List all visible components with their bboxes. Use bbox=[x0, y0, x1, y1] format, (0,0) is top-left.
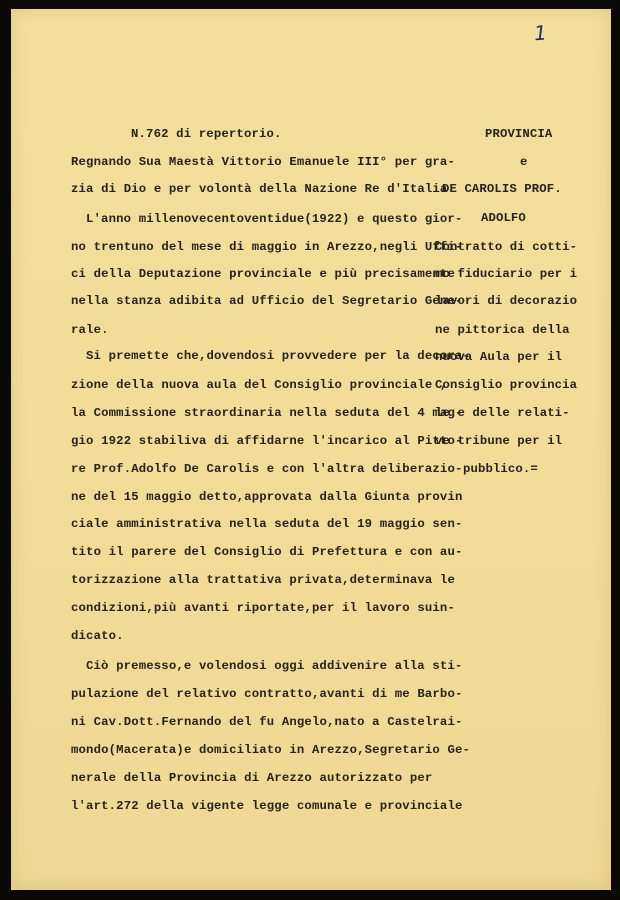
body-line: zione della nuova aula del Consiglio provinciale , bbox=[71, 378, 448, 392]
margin-line: le e delle relati- bbox=[435, 406, 570, 420]
body-line: nella stanza adibita ad Ufficio del Segretario Gene- bbox=[71, 294, 463, 308]
body-line: L'anno millenovecentoventidue(1922) e questo gior- bbox=[86, 212, 463, 226]
margin-line: PROVINCIA bbox=[485, 127, 553, 141]
body-line: ci della Deputazione provinciale e più precisamente bbox=[71, 267, 455, 281]
page-number: 1 bbox=[533, 20, 548, 46]
body-line: gio 1922 stabiliva di affidarne l'incarico al Pitto- bbox=[71, 434, 463, 448]
margin-line: mo fiduciario per i bbox=[435, 267, 578, 281]
margin-line: ve tribune per il bbox=[435, 434, 563, 448]
body-line: Regnando Sua Maestà Vittorio Emanuele III° per gra- bbox=[71, 155, 455, 169]
margin-line: lavori di decorazio bbox=[435, 294, 578, 308]
body-line: Si premette che,dovendosi provvedere per la decora- bbox=[86, 349, 470, 363]
body-line: N.762 di repertorio. bbox=[131, 127, 282, 141]
body-line: la Commissione straordinaria nella seduta del 4 mag- bbox=[71, 406, 463, 420]
body-line: zia di Dio e per volontà della Nazione Re d'Italia. bbox=[71, 182, 455, 196]
body-line: ni Cav.Dott.Fernando del fu Angelo,nato a Castelrai- bbox=[71, 715, 463, 729]
body-line: ciale amministrativa nella seduta del 19 maggio sen- bbox=[71, 517, 463, 531]
body-line: rale. bbox=[71, 323, 109, 337]
body-line: condizioni,più avanti riportate,per il lavoro suin- bbox=[71, 601, 455, 615]
body-line: l'art.272 della vigente legge comunale e provinciale bbox=[71, 799, 463, 813]
margin-line: Contratto di cotti- bbox=[435, 240, 578, 254]
margin-line: pubblico.= bbox=[463, 462, 538, 476]
body-line: dicato. bbox=[71, 629, 124, 643]
margin-line: DE CAROLIS PROF. bbox=[442, 182, 562, 196]
body-line: torizzazione alla trattativa privata,determinava le bbox=[71, 573, 455, 587]
body-line: no trentuno del mese di maggio in Arezzo,negli Uffi- bbox=[71, 240, 463, 254]
body-line: nerale della Provincia di Arezzo autorizzato per bbox=[71, 771, 433, 785]
body-line: ne del 15 maggio detto,approvata dalla Giunta provin bbox=[71, 490, 463, 504]
margin-line: Consiglio provincia bbox=[435, 378, 578, 392]
margin-line: nuova Aula per il bbox=[435, 350, 563, 364]
margin-line: ne pittorica della bbox=[435, 323, 570, 337]
body-line: re Prof.Adolfo De Carolis e con l'altra deliberazio- bbox=[71, 462, 463, 476]
margin-line: ADOLFO bbox=[481, 211, 526, 225]
typewritten-page bbox=[11, 9, 611, 890]
margin-line: e bbox=[520, 155, 528, 169]
body-line: Ciò premesso,e volendosi oggi addivenire alla sti- bbox=[86, 659, 463, 673]
body-line: pulazione del relativo contratto,avanti di me Barbo- bbox=[71, 687, 463, 701]
body-line: tito il parere del Consiglio di Prefettura e con au- bbox=[71, 545, 463, 559]
body-line: mondo(Macerata)e domiciliato in Arezzo,Segretario Ge- bbox=[71, 743, 471, 757]
